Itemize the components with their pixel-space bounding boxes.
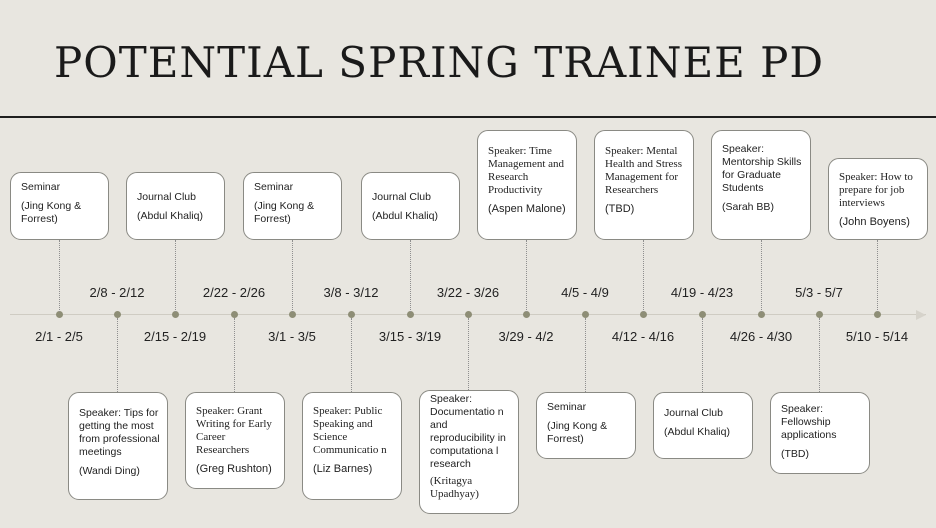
connector-line bbox=[234, 318, 235, 392]
event-card-journal-club bbox=[653, 392, 753, 459]
timeline-dot bbox=[523, 311, 530, 318]
event-detail: (Abdul Khaliq) bbox=[372, 210, 438, 222]
date-label: 3/22 - 3/26 bbox=[436, 285, 500, 300]
timeline-dot bbox=[816, 311, 823, 318]
event-detail: (John Boyens) bbox=[839, 216, 910, 228]
event-detail: (Wandi Ding) bbox=[79, 465, 140, 477]
timeline-dot bbox=[640, 311, 647, 318]
event-title: Speaker: Time Management and Research Productivity bbox=[488, 145, 565, 196]
event-title: Journal Club bbox=[372, 191, 431, 203]
event-title: Speaker: Mentorship Skills for Graduate Students bbox=[722, 143, 802, 194]
event-title: Seminar bbox=[547, 401, 587, 413]
event-card-seminar bbox=[10, 172, 109, 240]
timeline-dot bbox=[114, 311, 121, 318]
event-detail: (Abdul Khaliq) bbox=[137, 210, 203, 222]
event-title: Speaker: Mental Health and Stress Management for Researchers bbox=[605, 145, 682, 196]
date-label: 4/19 - 4/23 bbox=[670, 285, 734, 300]
event-title: Speaker: Grant Writing for Early Career Researchers bbox=[196, 405, 272, 456]
connector-line bbox=[702, 318, 703, 392]
connector-line bbox=[526, 240, 527, 312]
event-title: Speaker: Public Speaking and Science Communicatio n bbox=[313, 405, 387, 456]
connector-line bbox=[59, 240, 60, 312]
connector-line bbox=[585, 318, 586, 392]
timeline-dot bbox=[465, 311, 472, 318]
event-detail: (Abdul Khaliq) bbox=[664, 426, 730, 438]
event-title: Seminar bbox=[254, 181, 294, 193]
timeline-dot bbox=[582, 311, 589, 318]
date-label: 2/8 - 2/12 bbox=[89, 285, 145, 300]
event-detail: (Jing Kong & Forrest) bbox=[21, 200, 82, 225]
timeline-dot bbox=[699, 311, 706, 318]
connector-line bbox=[877, 240, 878, 312]
timeline-dot bbox=[172, 311, 179, 318]
event-detail: (Aspen Malone) bbox=[488, 203, 566, 215]
event-detail: (Greg Rushton) bbox=[196, 463, 272, 475]
event-card-speaker bbox=[302, 392, 402, 500]
event-detail: (TBD) bbox=[605, 203, 635, 215]
timeline-dot bbox=[874, 311, 881, 318]
event-title: Speaker: Documentatio n and reproducibility in computationa l research bbox=[430, 393, 506, 470]
event-title: Journal Club bbox=[664, 407, 723, 419]
connector-line bbox=[410, 240, 411, 312]
connector-line bbox=[468, 318, 469, 392]
event-card-seminar bbox=[536, 392, 636, 459]
date-label: 3/15 - 3/19 bbox=[378, 329, 442, 344]
date-label: 4/5 - 4/9 bbox=[561, 285, 609, 300]
event-card-speaker bbox=[711, 130, 811, 240]
event-card-speaker bbox=[594, 130, 694, 240]
event-title: Seminar bbox=[21, 181, 61, 193]
date-label: 3/1 - 3/5 bbox=[268, 329, 316, 344]
event-detail: (TBD) bbox=[781, 448, 809, 460]
event-card-speaker bbox=[68, 392, 168, 500]
timeline-dot bbox=[407, 311, 414, 318]
connector-line bbox=[761, 240, 762, 312]
date-label: 5/10 - 5/14 bbox=[845, 329, 909, 344]
event-detail: (Kritagya Upadhyay) bbox=[430, 475, 479, 500]
date-label: 2/15 - 2/19 bbox=[143, 329, 207, 344]
event-detail: (Liz Barnes) bbox=[313, 463, 373, 475]
date-label: 4/12 - 4/16 bbox=[611, 329, 675, 344]
connector-line bbox=[351, 318, 352, 392]
timeline-dot bbox=[231, 311, 238, 318]
event-card-seminar bbox=[243, 172, 342, 240]
connector-line bbox=[175, 240, 176, 312]
event-title: Journal Club bbox=[137, 191, 196, 203]
event-card-journal-club bbox=[361, 172, 460, 240]
event-detail: (Jing Kong & Forrest) bbox=[547, 420, 608, 445]
event-detail: (Jing Kong & Forrest) bbox=[254, 200, 315, 225]
event-card-speaker bbox=[185, 392, 285, 489]
event-detail: (Sarah BB) bbox=[722, 201, 774, 213]
timeline-dot bbox=[348, 311, 355, 318]
date-label: 2/22 - 2/26 bbox=[202, 285, 266, 300]
event-title: Speaker: Fellowship applications bbox=[781, 403, 837, 441]
connector-line bbox=[117, 318, 118, 392]
date-label: 4/26 - 4/30 bbox=[729, 329, 793, 344]
title-band bbox=[0, 0, 936, 118]
connector-line bbox=[292, 240, 293, 312]
timeline-dot bbox=[758, 311, 765, 318]
date-label: 2/1 - 2/5 bbox=[35, 329, 83, 344]
timeline-arrow bbox=[916, 310, 926, 320]
connector-line bbox=[643, 240, 644, 312]
connector-line bbox=[819, 318, 820, 392]
event-title: Speaker: Tips for getting the most from professional meetings bbox=[79, 407, 160, 458]
date-label: 3/29 - 4/2 bbox=[498, 329, 554, 344]
event-card-journal-club bbox=[126, 172, 225, 240]
date-label: 5/3 - 5/7 bbox=[795, 285, 843, 300]
page-title: POTENTIAL SPRING TRAINEE PD bbox=[54, 38, 825, 87]
event-title: Speaker: How to prepare for job interviews bbox=[839, 171, 913, 209]
event-card-speaker bbox=[477, 130, 577, 240]
event-card-speaker bbox=[419, 390, 519, 514]
event-card-speaker bbox=[770, 392, 870, 474]
timeline-dot bbox=[56, 311, 63, 318]
date-label: 3/8 - 3/12 bbox=[323, 285, 379, 300]
timeline-dot bbox=[289, 311, 296, 318]
event-card-speaker bbox=[828, 158, 928, 240]
